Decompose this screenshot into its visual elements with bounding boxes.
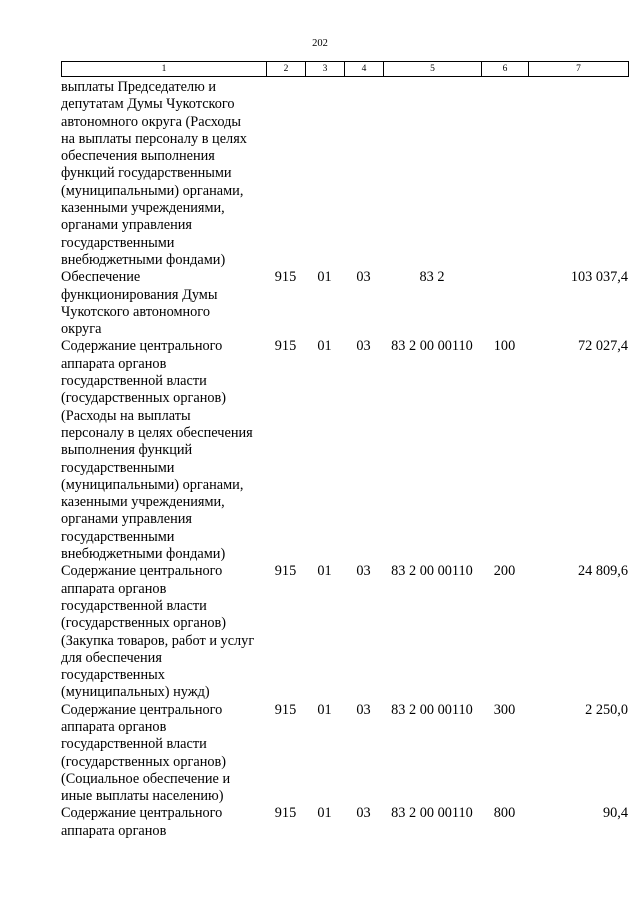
- table-row: [61, 702, 628, 806]
- column-number-5: 5: [384, 62, 482, 77]
- row-section: 01: [317, 338, 332, 355]
- row-target-article: 83 2 00 00110: [391, 338, 473, 355]
- table-row: [61, 338, 628, 563]
- row-grbs: 915: [274, 805, 297, 822]
- row-grbs: 915: [274, 338, 297, 355]
- page-number: 202: [312, 38, 328, 49]
- column-number-4: 4: [345, 62, 384, 77]
- row-amount: 2 250,0: [585, 701, 628, 718]
- row-expense-type: 300: [493, 701, 516, 718]
- column-number-6: 6: [482, 62, 529, 77]
- row-name: Содержание центрального аппарата органов государственной власти (государственных органов) (Расходы на выплаты персоналу в целях обеспечения выполнения функций государственными (муниципальными) органами, казенными учреждениями, органами управления государственными внебюджетными фондами): [61, 338, 253, 563]
- row-section: 01: [317, 805, 332, 822]
- table-row: [61, 805, 628, 840]
- column-number-3: 3: [306, 62, 345, 77]
- column-number-header: [61, 61, 629, 77]
- row-name: выплаты Председателю и депутатам Думы Чукотского автономного округа (Расходы на выплаты персоналу в целях обеспечения выполнения функций государственными (муниципальными) органами, казенными учреждениями, органами управления государственными внебюджетными фондами): [61, 79, 247, 268]
- row-subsection: 03: [356, 805, 371, 822]
- row-amount: 24 809,6: [577, 563, 628, 580]
- column-number-7: 7: [529, 62, 629, 77]
- row-name: Содержание центрального аппарата органов: [61, 805, 223, 839]
- row-section: 01: [317, 563, 332, 580]
- row-target-article: 83 2 00 00110: [391, 805, 473, 822]
- budget-table-body: [61, 79, 628, 840]
- row-section: 01: [317, 269, 332, 286]
- row-subsection: 03: [356, 269, 371, 286]
- table-row: [61, 563, 628, 701]
- row-expense-type: 800: [493, 805, 516, 822]
- row-target-article: 83 2 00 00110: [391, 563, 473, 580]
- column-number-2: 2: [267, 62, 306, 77]
- row-subsection: 03: [356, 701, 371, 718]
- row-amount: 72 027,4: [577, 338, 628, 355]
- row-target-article: 83 2 00 00110: [391, 701, 473, 718]
- row-subsection: 03: [356, 563, 371, 580]
- row-name: Содержание центрального аппарата органов государственной власти (государственных органов) (Закупка товаров, работ и услуг для обеспечения государственных (муниципальных) нужд): [61, 563, 255, 701]
- row-name: Обеспечение функционирования Думы Чукотского автономного округа: [61, 269, 218, 338]
- row-section: 01: [317, 701, 332, 718]
- row-subsection: 03: [356, 338, 371, 355]
- column-number-1: 1: [62, 62, 267, 77]
- row-expense-type: 200: [493, 563, 516, 580]
- row-expense-type: 100: [493, 338, 516, 355]
- table-row: [61, 269, 628, 338]
- row-grbs: 915: [274, 563, 297, 580]
- row-target-article: 83 2: [419, 269, 445, 286]
- row-grbs: 915: [274, 701, 297, 718]
- row-name: Содержание центрального аппарата органов государственной власти (государственных органов) (Социальное обеспечение и иные выплаты населению): [61, 701, 231, 805]
- table-row: [61, 79, 628, 269]
- row-amount: 90,4: [602, 805, 628, 822]
- row-amount: 103 037,4: [570, 269, 628, 286]
- row-grbs: 915: [274, 269, 297, 286]
